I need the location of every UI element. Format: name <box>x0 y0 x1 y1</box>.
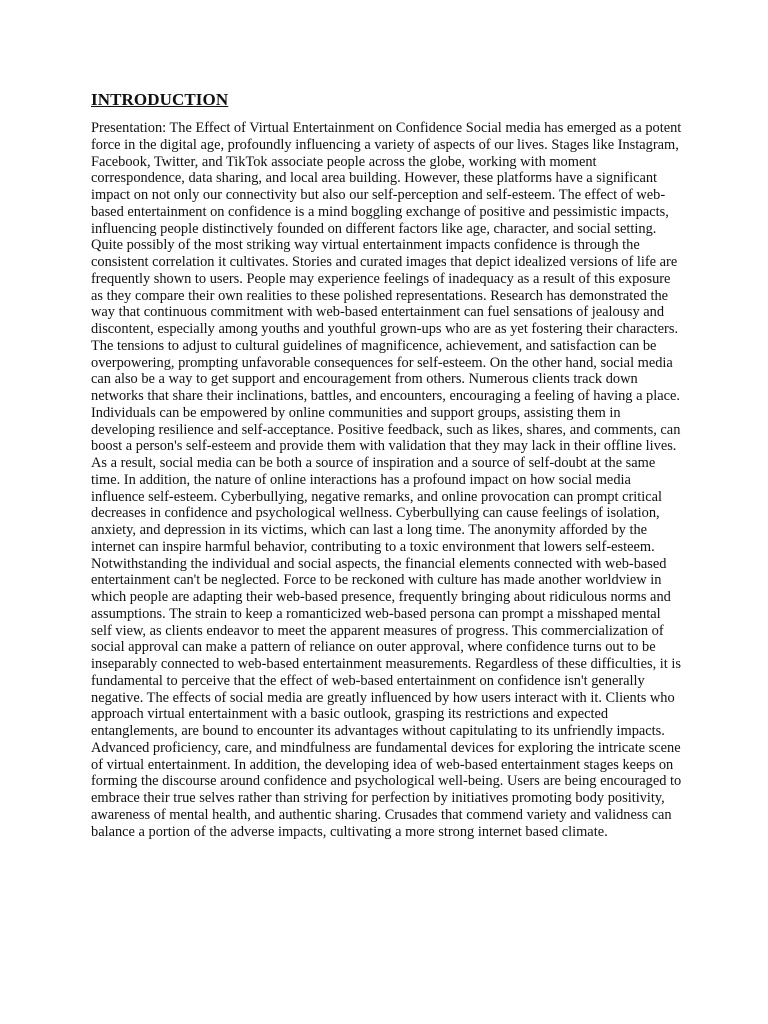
body-paragraph: Presentation: The Effect of Virtual Entertainment on Confidence Social media has emerged as a potent force in the digital age, profoundly influencing a variety of aspects of our lives. Stages like Instagram, Facebook, Twitter, and TikTok associate people across the globe, working with moment correspondence, data sharing, and local area building. However, these platforms have a significant impact on not only our connectivity but also our self-perception and self-esteem. The effect of web-based entertainment on confidence is a mind boggling exchange of positive and pessimistic impacts, influencing people distinctively founded on different factors like age, character, and social setting. Quite possibly of the most striking way virtual entertainment impacts confidence is through the consistent correlation it cultivates. Stories and curated images that depict idealized versions of life are frequently shown to users. People may experience feelings of inadequacy as a result of this exposure as they compare their own realities to these polished representations. Research has demonstrated the way that continuous commitment with web-based entertainment can fuel sensations of jealousy and discontent, especially among youths and youthful grown-ups who are as yet fostering their characters. The tensions to adjust to cultural guidelines of magnificence, achievement, and satisfaction can be overpowering, prompting unfavorable consequences for self-esteem. On the other hand, social media can also be a way to get support and encouragement from others. Numerous clients track down networks that share their inclinations, battles, and encounters, encouraging a feeling of having a place. Individuals can be empowered by online communities and support groups, assisting them in developing resilience and self-acceptance. Positive feedback, such as likes, shares, and comments, can boost a person's self-esteem and provide them with validation that they may lack in their offline lives. As a result, social media can be both a source of inspiration and a source of self-doubt at the same time. In addition, the nature of online interactions has a profound impact on how social media influence self-esteem. Cyberbullying, negative remarks, and online provocation can prompt critical decreases in confidence and psychological wellness. Cyberbullying can cause feelings of isolation, anxiety, and depression in its victims, which can last a long time. The anonymity afforded by the internet can inspire harmful behavior, contributing to a toxic environment that lowers self-esteem. Notwithstanding the individual and social aspects, the financial elements connected with web-based entertainment can't be neglected. Force to be reckoned with culture has made another worldview in which people are adapting their web-based presence, frequently bringing about ridiculous norms and assumptions. The strain to keep a romanticized web-based persona can prompt a misshaped mental self view, as clients endeavor to meet the apparent measures of progress. This commercialization of social approval can make a pattern of reliance on outer approval, where confidence turns out to be inseparably connected to web-based entertainment measurements. Regardless of these difficulties, it is fundamental to perceive that the effect of web-based entertainment on confidence isn't generally negative. The effects of social media are greatly influenced by how users interact with it. Clients who approach virtual entertainment with a basic outlook, grasping its restrictions and expected entanglements, are bound to encounter its advantages without capitulating to its unfriendly impacts. Advanced proficiency, care, and mindfulness are fundamental devices for exploring the intricate scene of virtual entertainment. In addition, the developing idea of web-based entertainment stages keeps on forming the discourse around confidence and psychological well-being. Users are being encouraged to embrace their true selves rather than striving for perfection by initiatives promoting body positivity, awareness of mental health, and authentic sharing. Crusades that commend variety and validness can balance a portion of the adverse impacts, cultivating a more strong internet based climate. <box>91 120 682 840</box>
document-content <box>91 89 682 840</box>
section-heading: INTRODUCTION <box>91 90 229 109</box>
